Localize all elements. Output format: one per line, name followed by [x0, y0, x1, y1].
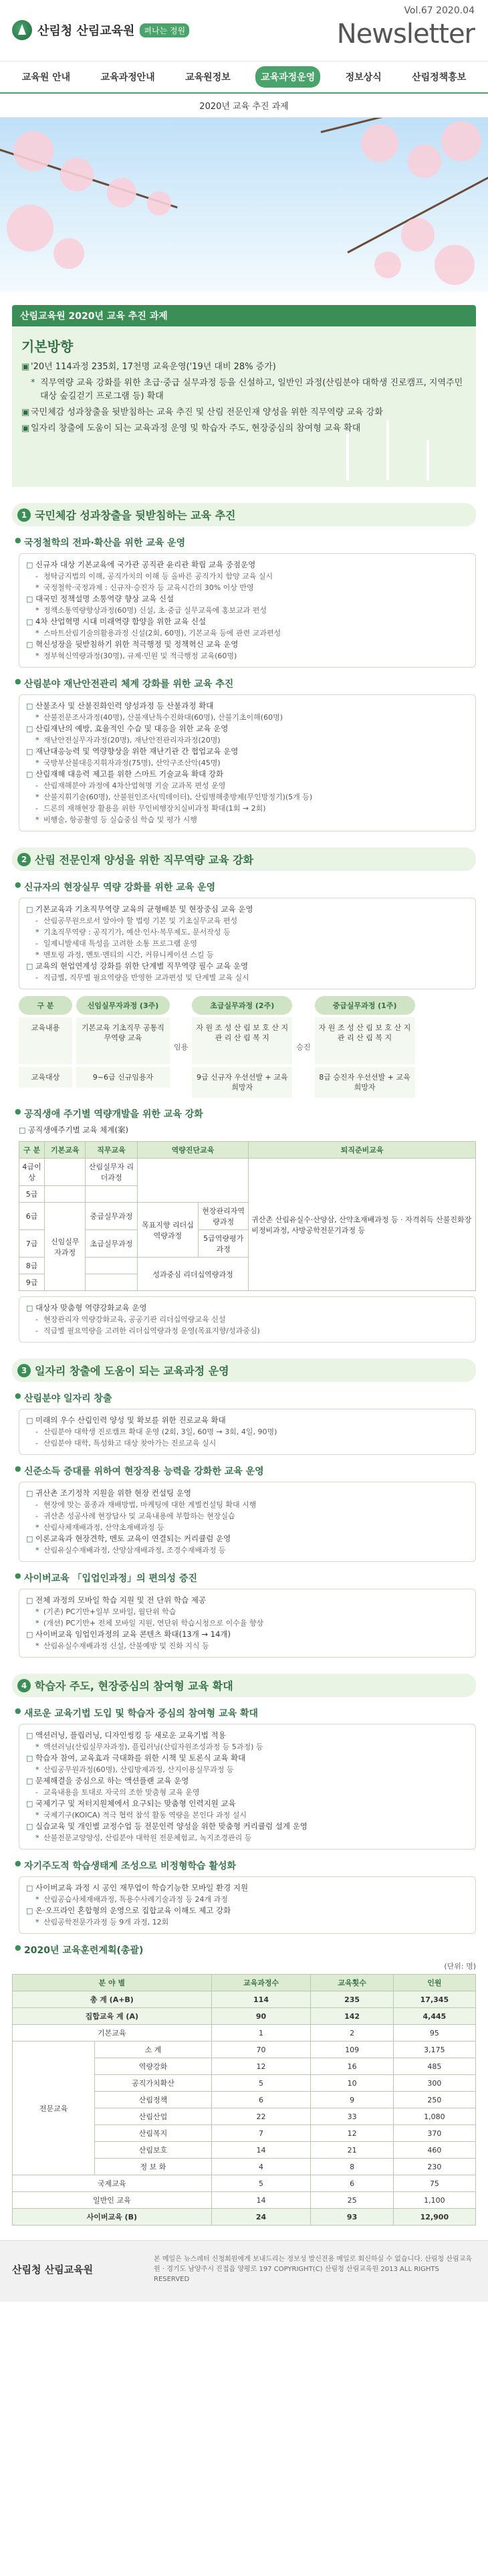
list-item: □ 산림재난의 예방, 효율적인 수습 및 대응을 위한 교육 운영 — [26, 723, 469, 734]
grade-cell: 8급 — [19, 1258, 45, 1274]
topic-title: 일자리 창출에 도움이 되는 교육과정 운영 — [35, 1365, 229, 1377]
course-content: 기본교육 기초직무 공통직무역량 교육 — [76, 1017, 170, 1064]
table-cell: 귀산촌 산림유실수·산양삼, 산약초재배과정 등 · 자격취득 산불진화장비정비과정, 사방공학전문기과정 등 — [249, 1159, 476, 1291]
subtopic-heading: ● 새로운 교육기법 도입 및 학습자 중심의 참여형 교육 확대 — [15, 1706, 476, 1720]
list-item: * 산림공습사체재배과정, 특용수사례기술과정 등 24개 과정 — [26, 1894, 469, 1905]
list-item: □ 산불조사 및 산불진화인력 양성과정 등 산불과정 확대 — [26, 700, 469, 712]
lifecycle-table-wrap — [19, 1141, 476, 1291]
table-cell: 75 — [393, 2175, 475, 2192]
cherry-blossom-banner — [0, 118, 488, 292]
item-list — [19, 1482, 476, 1562]
group-cell: 전문교육 — [13, 2042, 95, 2175]
course-head: 중급실무과정 (1주) — [315, 996, 415, 1015]
row-label: 정 보 화 — [95, 2159, 211, 2175]
table-row — [13, 2042, 476, 2058]
row-label: 기본교육 — [13, 2025, 212, 2042]
list-item: * 국정철학·국정과제 : 신규자·승진자 등 교육시간의 30% 이상 반영 — [26, 582, 469, 593]
row-label: 역량강화 — [95, 2058, 211, 2075]
list-item: * (개선) PC기반+ 전체 모바일 지원, 연단위 학습시청으로 이수율 향상 — [26, 1617, 469, 1629]
table-cell: 5 — [211, 2075, 311, 2092]
list-item: - 산림재해분야 과정에 4차산업혁명 기술 교과목 편성 운영 — [26, 780, 469, 791]
basic-line: * 직무역량 교육 강화를 위한 초급·중급 실무과정 등을 신설하고, 일반인 과정(산림분야 대학생 진로캠프, 지역주민 대상 숲길걷기 프로그램 등) 확대 — [31, 378, 463, 401]
item-list — [19, 553, 476, 668]
table-header: 인원 — [393, 1975, 475, 1991]
course-target: 9급 신규자 우선선발 + 교육희망자 — [192, 1067, 292, 1098]
arrow-label: 승진 — [296, 1043, 311, 1052]
list-item: □ 학습자 참여, 교육효과 극대화를 위한 시책 및 토론식 교육 확대 — [26, 1753, 469, 1764]
item-list — [19, 1589, 476, 1658]
list-item: * 산림공학전문가과정 등 9개 과정, 12회 — [26, 1916, 469, 1928]
table-cell: 10 — [311, 2075, 393, 2092]
table-cell: 370 — [393, 2125, 475, 2142]
table-cell: 142 — [311, 2008, 393, 2025]
arrow-label: 임용 — [174, 1043, 189, 1052]
table-cell: 7 — [211, 2125, 311, 2142]
footer-text: 본 메일은 뉴스레터 신청회원에게 보내드리는 정보성 발신전용 메일로 회신하실 수 없습니다. 산림청 산림교육원 · 경기도 남양주시 진접읍 양평로 197 COPYRIGHT(C) 산림청 산림교육원 2013 ALL RIGHTS RESERVED — [154, 2256, 473, 2283]
row-label: 집합교육 계 (A) — [13, 2008, 212, 2025]
table-row — [13, 2192, 476, 2209]
list-item: - 산림분야 대학생 진로캠프 확대 운영 (2회, 3일, 60명 → 3회, 4일, 90명) — [26, 1426, 469, 1438]
table-cell: 250 — [393, 2092, 475, 2108]
list-item: □ 신규자 대상 기본교육에 국가관 공직관 윤리관 확립 교육 중점운영 — [26, 559, 469, 571]
slogan-badge: 펴나는 정원 — [140, 23, 189, 37]
basic-line: ▣ '20년 114과정 235회, 17천명 교육운영('19년 대비 28% 증가) — [21, 362, 276, 372]
list-item: * 액션러닝(산림실무자과정), 플립러닝(산림자원조성과정 등 5과정) 등 — [26, 1741, 469, 1753]
subtopic-heading: ● 사이버교육 「입업인과정」의 편의성 증진 — [15, 1571, 476, 1585]
list-item: * 비행술, 항공촬영 등 실습중심 학습 및 평가 시행 — [26, 814, 469, 825]
course-diagram — [19, 996, 476, 1098]
basic-line: ▣ 일자리 창출에 도움이 되는 교육과정 운영 및 학습자 주도, 현장중심의 참여형 교육 확대 — [21, 423, 361, 433]
forest-logo-icon — [12, 20, 32, 40]
course-target: 9~6급 신규임용자 — [76, 1067, 170, 1088]
topic-section — [12, 848, 476, 1343]
topic-title: 학습자 주도, 현장중심의 참여형 교육 확대 — [35, 1680, 233, 1692]
list-item: - 현장관리자 역량강화교육, 공공기관 리더십역량교육 신설 — [26, 1314, 469, 1325]
row-label: 산림복지 — [95, 2125, 211, 2142]
grade-cell: 6급 — [19, 1203, 45, 1230]
table-row — [13, 2209, 476, 2225]
list-item: □ 액션러닝, 플립러닝, 디자인씽킹 등 새로운 교육기법 적용 — [26, 1730, 469, 1741]
nav-item-courses[interactable]: 교육과정안내 — [100, 72, 155, 83]
list-item: * 국제기구(KOICA) 적극 협력 참석 활동 역량을 본인다 과정 설시 — [26, 1809, 469, 1821]
topic-number: 3 — [17, 1364, 31, 1377]
table-header: 직무교육 — [86, 1142, 137, 1159]
list-item: □ 대상자 맞춤형 역량강화교육 운영 — [26, 1302, 469, 1314]
table-cell: 성과중심 리더십역량과정 — [137, 1258, 248, 1291]
list-item: □ 사이버교육 임업인과정의 교육 콘텐츠 확대(13개 → 14개) — [26, 1629, 469, 1640]
topic-number: 2 — [17, 853, 31, 866]
table-cell: 8 — [311, 2159, 393, 2175]
list-item: - 귀산촌 성공사례 현장답사 및 교육내용에 부합하는 현장실습 — [26, 1510, 469, 1522]
course-target: 8급 승진자 우선선발 + 교육희망자 — [315, 1067, 415, 1098]
list-item: * 산림사체재배과정, 산약초재배과정 등 — [26, 1522, 469, 1533]
subtopic-heading: ● 산림분야 일자리 창출 — [15, 1391, 476, 1405]
row-label: 국제교육 — [13, 2175, 212, 2192]
wind-turbine-icon — [346, 433, 349, 480]
table-header: 구 분 — [19, 1142, 45, 1159]
training-plan-table — [12, 1974, 476, 2225]
topic-number: 4 — [17, 1679, 31, 1692]
list-item: □ 4차 산업혁명 시대 미래역량 함양을 위한 교육 신설 — [26, 616, 469, 627]
table-cell — [45, 1159, 86, 1186]
table-cell: 2 — [311, 2025, 393, 2042]
subtopic-heading: ● 자기주도적 학습생태계 조성으로 비정형학습 활성화 — [15, 1859, 476, 1872]
list-item: □ 공직생애주기별 교육 체계(案) — [19, 1124, 476, 1136]
row-label: 총 계 (A+B) — [13, 1991, 212, 2008]
row-label: 산림산업 — [95, 2108, 211, 2125]
course-head: 신임실무자과정 (3주) — [76, 996, 170, 1015]
blossom-graphic — [374, 252, 401, 278]
table-cell: 14 — [211, 2142, 311, 2159]
table-cell: 산림실무자 리더과정 — [86, 1159, 137, 1186]
list-item: * 국방부산불대응지휘자과정(75명), 산악구조산악(45명) — [26, 757, 469, 769]
nav-item-about[interactable]: 교육원 안내 — [21, 72, 71, 83]
table-header: 역량진단교육 — [137, 1142, 248, 1159]
list-item: - 산림공무원으로서 알아야 할 법령 기본 및 기초실무교육 편성 — [26, 915, 469, 926]
list-item: □ 대국민 정책설명 소통역량 향상 교육 신설 — [26, 593, 469, 605]
table-cell: 93 — [311, 2209, 393, 2225]
table-cell: 9 — [311, 2092, 393, 2108]
diagram-course-column — [315, 996, 415, 1098]
course-content: 자 원 조 성 산 림 보 호 산 지 관 리 산 림 복 지 — [192, 1017, 292, 1064]
item-list — [19, 1724, 476, 1850]
table-cell: 95 — [393, 2025, 475, 2042]
blossom-graphic — [7, 205, 53, 252]
table-cell: 초급실무과정 — [86, 1230, 137, 1258]
subtopic-heading: ● 산림분야 재난안전관리 체계 강화를 위한 교육 추진 — [15, 677, 476, 690]
list-item: * (기존) PC기반+일부 모바일, 월단위 학습 — [26, 1606, 469, 1617]
table-header: 교육횟수 — [311, 1975, 393, 1991]
table-row — [13, 1991, 476, 2008]
table-cell — [86, 1274, 137, 1291]
newsletter-header — [0, 0, 488, 62]
table-cell: 21 — [311, 2142, 393, 2159]
table-cell: 485 — [393, 2058, 475, 2075]
table-cell: 235 — [311, 1991, 393, 2008]
table-cell: 33 — [311, 2108, 393, 2125]
list-item: □ 온·오프라인 혼합형의 운영으로 집합교육 이해도 제고 강화 — [26, 1905, 469, 1916]
item-list — [19, 898, 476, 989]
list-item: □ 산림재해 대응력 제고를 위한 스마트 기술교육 확대 강화 — [26, 769, 469, 780]
table-cell: 90 — [211, 2008, 311, 2025]
diagram-gubun: 구 분 — [19, 996, 72, 1015]
logo[interactable] — [12, 20, 189, 40]
table-cell: 1,100 — [393, 2192, 475, 2209]
issue-title: 2020년 교육 추진 과제 — [0, 94, 488, 118]
table-cell: 12 — [211, 2058, 311, 2075]
table-cell: 114 — [211, 1991, 311, 2008]
table-cell: 3,175 — [393, 2042, 475, 2058]
nav-item-info[interactable]: 교육원정보 — [185, 72, 231, 83]
blossom-graphic — [53, 238, 84, 269]
nav-item-knowledge[interactable]: 정보상식 — [345, 72, 382, 83]
section-title-bar: 산림교육원 2020년 교육 추진 과제 — [12, 305, 476, 326]
list-item: * 산불전문교양양성, 산림분야 대학원 전문체험교, 녹지조경관리 등 — [26, 1832, 469, 1844]
table-cell: 신임실무자과정 — [45, 1203, 86, 1291]
table-cell — [45, 1186, 86, 1203]
blossom-graphic — [107, 178, 136, 207]
list-item: - 현장에 맞는 품종과 재배방법, 마케팅에 대한 계별컨설팅 확대 시행 — [26, 1499, 469, 1510]
nav-item-operations[interactable]: 교육과정운영 — [255, 66, 320, 88]
topic-title: 국민체감 성과창출을 뒷받침하는 교육 추진 — [35, 509, 236, 522]
table-cell: 16 — [311, 2058, 393, 2075]
subtopic-heading: ● 국정철학의 전파·확산을 위한 교육 운영 — [15, 536, 476, 549]
list-item: - 직급별, 직무별 필요역량을 반영한 교과편성 및 단계별 교육 실시 — [26, 972, 469, 983]
table-cell: 14 — [211, 2192, 311, 2209]
table-cell: 4,445 — [393, 2008, 475, 2025]
row-label: 소 계 — [95, 2042, 211, 2058]
row-label: 산림보호 — [95, 2142, 211, 2159]
list-item: - 산림분야 대학, 특성화고 대상 찾아가는 진로교육 실시 — [26, 1438, 469, 1449]
list-item: * 산불전문조사과정(40명), 산불재난특수진화대(60명), 산불기초이해(60명) — [26, 712, 469, 723]
table-header: 퇴직준비교육 — [249, 1142, 476, 1159]
row-label: 공직가치확산 — [95, 2075, 211, 2092]
blossom-graphic — [13, 131, 53, 171]
diagram-label-column — [19, 996, 72, 1098]
list-item: - 직급별 필요역량을 고려한 리더십역량과정 운영(목표지향/성과중심) — [26, 1325, 469, 1336]
org-name: 산림청 산림교육원 — [37, 24, 135, 38]
table-cell: 6 — [311, 2175, 393, 2192]
list-item: - 드론의 재해현장 활용을 위한 무인비행장치실비과정 확대(1회 → 2회) — [26, 803, 469, 814]
table-cell — [86, 1258, 137, 1274]
list-item: * 산불지휘기술(60명), 산불원인조사(빅데이터), 산림병해충방제(무인방정기)(5개 등) — [26, 791, 469, 803]
grade-cell: 7급 — [19, 1230, 45, 1258]
table-cell: 24 — [211, 2209, 311, 2225]
table-row — [13, 2008, 476, 2025]
list-item: * 산림유실수재배과정, 산양삼재배과정, 조경수재배과정 등 — [26, 1545, 469, 1556]
item-list — [19, 1409, 476, 1455]
list-item: □ 기본교육과 기초직무역량 교육의 균형배분 및 현장중심 교육 운영 — [26, 904, 469, 915]
training-plan-body — [13, 1991, 476, 2225]
blossom-graphic — [147, 191, 171, 215]
footer-logo[interactable]: 산림청 산림교육원 — [12, 2264, 94, 2276]
list-item: □ 실습교육 및 개인별 교정수업 등 전문인력 양성을 위한 맞춤형 커리큘럼 설계 운영 — [26, 1821, 469, 1832]
footer — [0, 2240, 488, 2302]
list-item: - 청탁금지법의 이해, 공직가치의 이해 등 올바른 공직가치 함양 교육 실시 — [26, 571, 469, 582]
table-cell: 70 — [211, 2042, 311, 2058]
table-cell: 5 — [211, 2175, 311, 2192]
course-head: 초급실무과정 (2주) — [192, 996, 292, 1015]
blossom-graphic — [361, 124, 398, 162]
topic-number: 1 — [17, 508, 31, 522]
basic-direction-box — [12, 326, 476, 487]
blossom-graphic — [441, 121, 481, 161]
item-list — [19, 1876, 476, 1934]
table-cell: 17,345 — [393, 1991, 475, 2008]
main-nav — [0, 62, 488, 94]
unit-label: (단위: 명) — [444, 1962, 476, 1971]
subtopic-heading: ● 신규자의 현장실무 역량 강화를 위한 교육 운영 — [15, 880, 476, 894]
blossom-graphic — [435, 245, 475, 285]
table-cell: 1,080 — [393, 2108, 475, 2125]
diagram-course-column — [76, 996, 170, 1098]
topic-heading — [12, 848, 476, 871]
topic-section — [12, 503, 476, 831]
volume-date: Vol.67 2020.04 — [404, 5, 475, 16]
table-header: 분 야 별 — [13, 1975, 212, 1991]
table-cell: 460 — [393, 2142, 475, 2159]
wind-turbine-icon — [386, 420, 389, 480]
list-item: □ 교육의 현업연계성 강화를 위한 단계별 직무역량 필수 교육 운영 — [26, 961, 469, 972]
topic-section — [12, 1359, 476, 1658]
table-cell: 6 — [211, 2092, 311, 2108]
list-item: □ 이론교육과 현장견학, 멘토 교육이 연결되는 커리큘럼 운영 — [26, 1533, 469, 1545]
list-item: □ 국제기구 및 저터지원체에서 요구되는 맞춤형 인력지원 교육 — [26, 1798, 469, 1809]
list-item: □ 미래의 우수 산림인력 양성 및 확보를 위한 진로교육 확대 — [26, 1415, 469, 1426]
list-item: □ 혁신성장을 뒷받침하기 위한 적극행정 및 정책혁신 교육 운영 — [26, 639, 469, 650]
list-item: - 교육내용을 토대로 자국의 조한 맞춤형 교육 운영 — [26, 1787, 469, 1798]
list-item: * 멘토링 과정, 멘토·멘티의 시간, 커뮤니케이션 스킬 등 — [26, 949, 469, 961]
lifecycle-table — [19, 1141, 476, 1291]
list-item: □ 재난대응능력 및 역량향상을 위한 재난기관 간 협업교육 운영 — [26, 746, 469, 757]
list-item: * 산림공무원과정(60명), 산림방제과정, 산지이용실무과정 등 — [26, 1764, 469, 1775]
list-item: * 재난안전실무자과정(20명), 재난안전관리자과정(20명) — [26, 734, 469, 746]
table-row — [13, 2025, 476, 2042]
table-cell: 12,900 — [393, 2209, 475, 2225]
grade-cell: 4급이상 — [19, 1159, 45, 1186]
grade-cell: 9급 — [19, 1274, 45, 1291]
row-label: 사이버교육 (B) — [13, 2209, 212, 2225]
topic-heading — [12, 503, 476, 526]
row-label: 산림정책 — [95, 2092, 211, 2108]
list-item: □ 문제해결을 중심으로 하는 액션플랜 교육 운영 — [26, 1775, 469, 1787]
list-item: * 스마트산림기술의활용과정 신설(2회, 60명), 기본교육 등에 관련 교과편성 — [26, 627, 469, 639]
table-cell: 1 — [211, 2025, 311, 2042]
list-item: * 정책소통역량향상과정(60명) 신설, 초·중급 실무교육에 홍보교과 편성 — [26, 605, 469, 616]
table-row — [13, 2175, 476, 2192]
table-cell: 목표지향 리더십역량과정 — [137, 1203, 198, 1258]
row-label: 일반인 교육 — [13, 2192, 212, 2209]
nav-item-policy[interactable]: 산림정책홍보 — [412, 72, 467, 83]
table-cell: 22 — [211, 2108, 311, 2125]
subtopic-heading: ● 공직생애 주기별 역량개발을 위한 교육 강화 — [15, 1107, 476, 1120]
table-cell: 25 — [311, 2192, 393, 2209]
list-item: - 일제니발세대 특성을 고려한 소통 프로그램 운영 — [26, 938, 469, 949]
blossom-graphic — [60, 158, 94, 191]
topic-section — [12, 1674, 476, 2225]
table-cell: 230 — [393, 2159, 475, 2175]
table-cell: 5급역량평가과정 — [199, 1230, 249, 1258]
list-item: □ 사이버교육 과정 시 공인 재무업이 학습기능한 모바일 환경 지원 — [26, 1882, 469, 1894]
topic-heading — [12, 1359, 476, 1382]
table-cell: 300 — [393, 2075, 475, 2092]
table-cell — [137, 1159, 248, 1203]
table-header: 교육과정수 — [211, 1975, 311, 1991]
item-list — [19, 694, 476, 831]
subtopic-heading: ● 2020년 교육훈련계획(총괄) — [15, 1943, 476, 1957]
wind-turbine-icon — [426, 440, 429, 480]
diagram-course-column — [192, 996, 292, 1098]
topic-heading — [12, 1674, 476, 1697]
diagram-row-target: 교육대상 — [19, 1067, 72, 1088]
table-cell: 4 — [211, 2159, 311, 2175]
list-item: * 기초직무역량 : 공직기가, 예산·인사·복무제도, 문서작성 등 — [26, 926, 469, 938]
list-item: □ 귀산촌 조기정착 지원을 위한 현장 컨설팅 운영 — [26, 1488, 469, 1499]
course-content: 자 원 조 성 산 림 보 호 산 지 관 리 산 림 복 지 — [315, 1017, 415, 1064]
blossom-graphic — [408, 144, 441, 178]
grade-cell: 5급 — [19, 1186, 45, 1203]
item-list — [19, 1296, 476, 1343]
table-cell: 중급실무과정 — [86, 1203, 137, 1230]
table-cell — [86, 1186, 137, 1203]
list-item: □ 전체 과정의 모바일 학습 지원 및 전 단위 학습 제공 — [26, 1595, 469, 1606]
list-item: * 산림유실수재배과정 신설, 산불예방 및 진화 지식 등 — [26, 1640, 469, 1652]
list-item: * 정부혁신역량과정(30명), 규제·민원 및 적극행정 교육(60명) — [26, 650, 469, 662]
newsletter-title: Newsletter — [336, 19, 475, 49]
table-cell: 현장관리자역량과정 — [199, 1203, 249, 1230]
table-header: 기본교육 — [45, 1142, 86, 1159]
diagram-row-content: 교육내용 — [19, 1017, 72, 1064]
basic-line: ▣ 국민체감 성과창출을 뒷받침하는 교육 추진 및 산림 전문인재 양성을 위한 직무역량 교육 강화 — [21, 407, 383, 417]
basic-direction-title: 기본방향 — [21, 338, 74, 355]
table-cell: 109 — [311, 2042, 393, 2058]
table-cell: 12 — [311, 2125, 393, 2142]
topic-title: 산림 전문인재 양성을 위한 직무역량 교육 강화 — [35, 854, 254, 866]
blossom-graphic — [401, 218, 435, 252]
subtopic-heading: ● 신준소득 증대를 위하여 현장적용 능력을 강화한 교육 운영 — [15, 1464, 476, 1478]
